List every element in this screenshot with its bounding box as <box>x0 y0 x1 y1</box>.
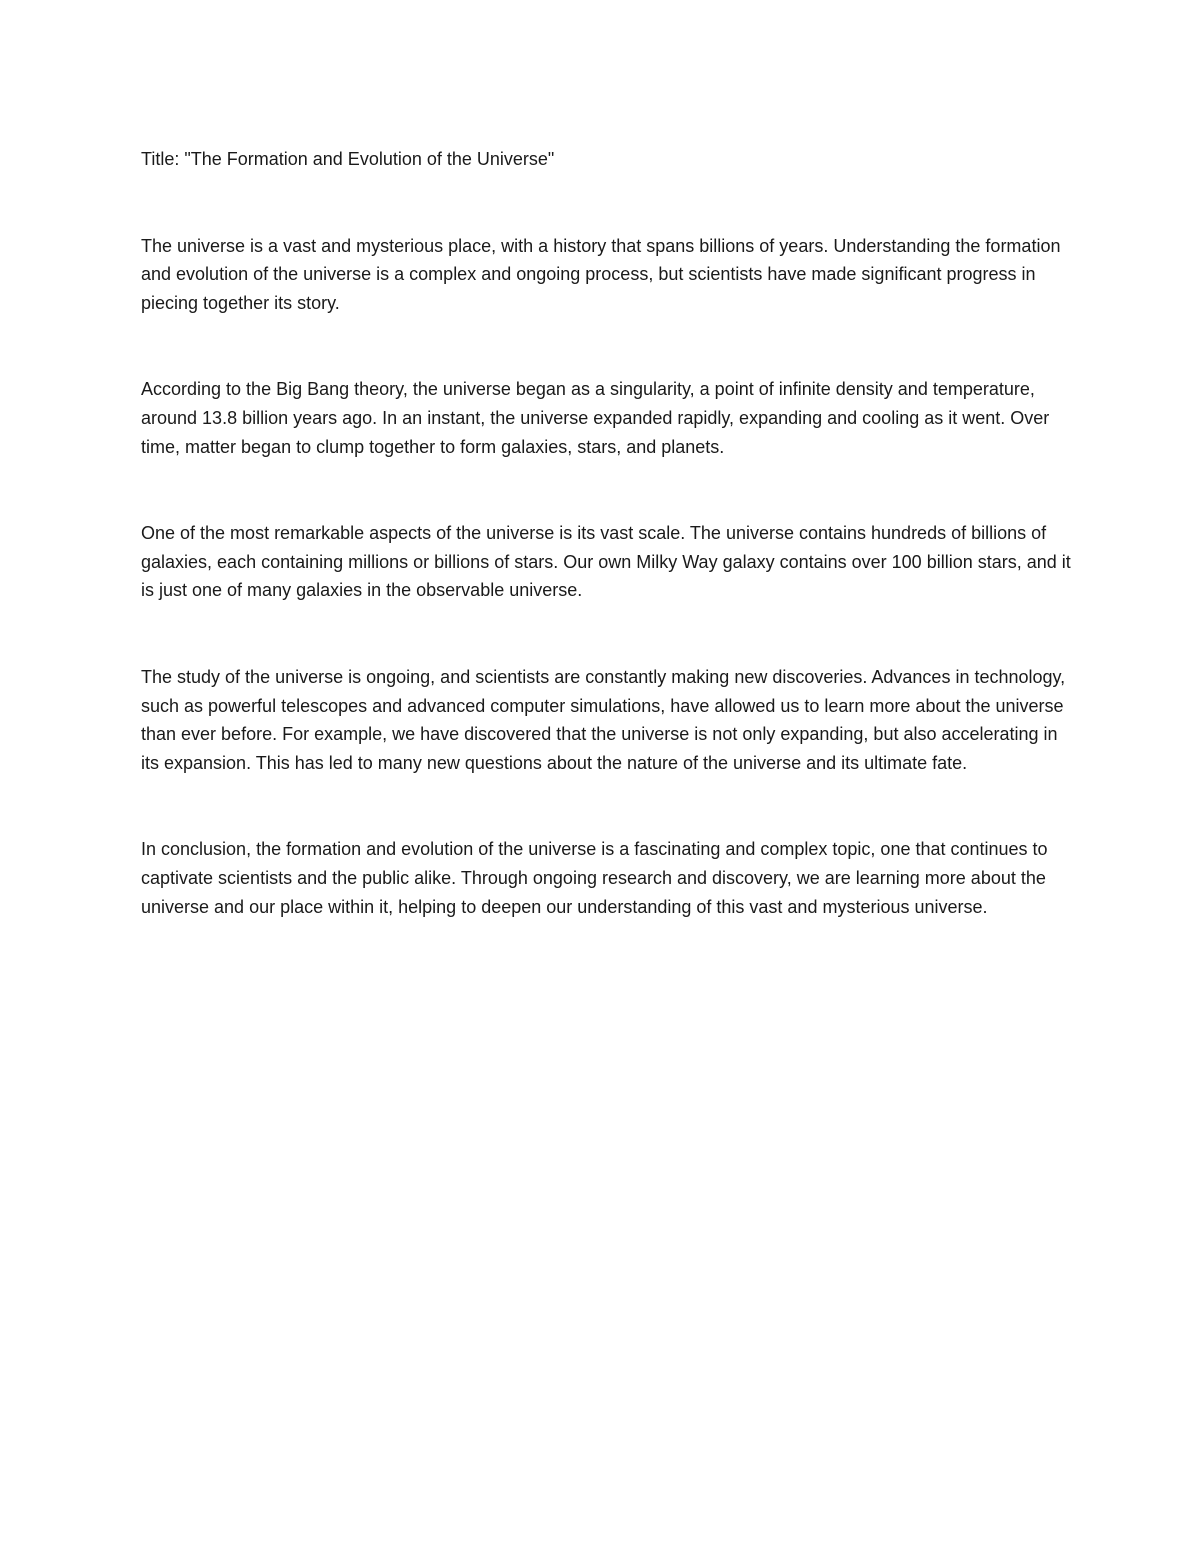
document-title: Title: "The Formation and Evolution of the Universe" <box>141 149 555 169</box>
document-body <box>141 145 1071 921</box>
paragraph-conclusion: In conclusion, the formation and evolution of the universe is a fascinating and complex topic, one that continues to captivate scientists and the public alike. Through ongoing research and discovery, we are learning more about the universe and our place within it, helping to deepen our understanding of this vast and mysterious universe. <box>141 839 1048 917</box>
paragraph-intro: The universe is a vast and mysterious place, with a history that spans billions of years. Understanding the formation and evolution of the universe is a complex and ongoing process, but scientists have made significant progress in piecing together its story. <box>141 235 1061 313</box>
paragraph-study: The study of the universe is ongoing, and scientists are constantly making new discoveries. Advances in technology, such as powerful telescopes and advanced computer simulations, have allowed us to learn more about the universe than ever before. For example, we have discovered that the universe is not only expanding, but also accelerating in its expansion. This has led to many new questions about the nature of the universe and its ultimate fate. <box>141 666 1066 773</box>
paragraph-scale: One of the most remarkable aspects of the universe is its vast scale. The universe contains hundreds of billions of galaxies, each containing millions or billions of stars. Our own Milky Way galaxy contains over 100 billion stars, and it is just one of many galaxies in the observable universe. <box>141 523 1071 601</box>
spacer <box>141 174 1071 232</box>
spacer <box>141 317 1071 375</box>
spacer <box>141 461 1071 519</box>
spacer <box>141 605 1071 663</box>
paragraph-big-bang: According to the Big Bang theory, the universe began as a singularity, a point of infinite density and temperature, around 13.8 billion years ago. In an instant, the universe expanded rapidly, expanding and cooling as it went. Over time, matter began to clump together to form galaxies, stars, and planets. <box>141 379 1050 457</box>
spacer <box>141 777 1071 835</box>
